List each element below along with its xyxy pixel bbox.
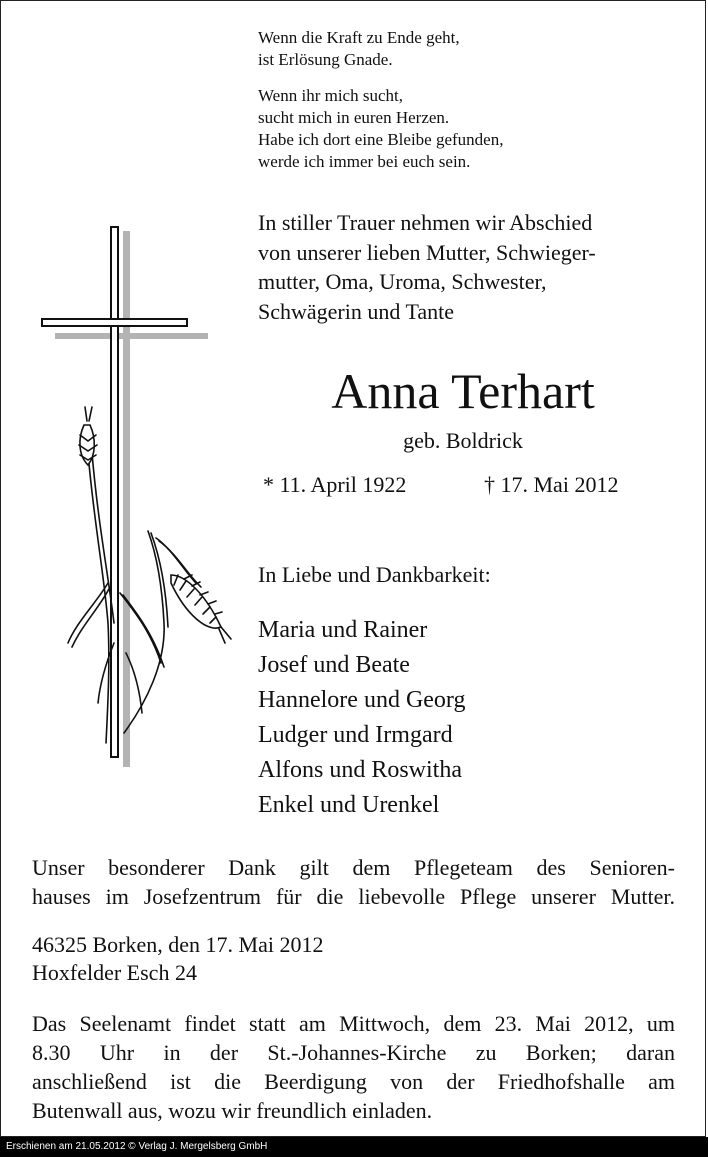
publisher-footer: Erschienen am 21.05.2012 © Verlag J. Mergelsberg GmbH xyxy=(0,1137,708,1157)
verse-line: ist Erlösung Gnade. xyxy=(258,50,393,69)
mourner-item: Maria und Rainer xyxy=(258,617,428,643)
intro-line: In stiller Trauer nehmen wir Abschied xyxy=(258,210,593,235)
mourner-item: Enkel und Urenkel xyxy=(258,792,440,818)
deceased-name: Anna Terhart xyxy=(331,363,595,419)
birth-date: * 11. April 1922 xyxy=(263,472,407,497)
address-line: Hoxfelder Esch 24 xyxy=(32,960,197,985)
verse-line: sucht mich in euren Herzen. xyxy=(258,108,450,127)
service-paragraph xyxy=(32,1009,675,1125)
address-block xyxy=(32,931,323,987)
address-line: 46325 Borken, den 17. Mai 2012 xyxy=(32,932,324,957)
mourners-list xyxy=(258,613,466,823)
verse-line: Wenn ihr mich sucht, xyxy=(258,86,403,105)
intro-line: Schwägerin und Tante xyxy=(258,298,455,324)
intro-text xyxy=(258,208,596,326)
love-line: In Liebe und Dankbarkeit: xyxy=(258,562,491,587)
death-date: † 17. Mai 2012 xyxy=(484,472,619,497)
verse-line: Habe ich dort eine Bleibe gefunden, xyxy=(258,130,504,149)
verse-line: Wenn die Kraft zu Ende geht, xyxy=(258,28,460,47)
thanks-paragraph xyxy=(32,853,675,911)
birth-name: geb. Boldrick xyxy=(403,428,523,453)
service-line: Das Seelenamt findet statt am Mittwoch, dem 23. Mai 2012, um xyxy=(32,1011,675,1036)
mourner-item: Alfons und Roswitha xyxy=(258,757,462,783)
intro-line: mutter, Oma, Uroma, Schwester, xyxy=(258,269,547,294)
wheat-icon xyxy=(68,407,231,743)
cross-icon xyxy=(36,223,236,771)
mourner-item: Hannelore und Georg xyxy=(258,687,466,713)
intro-line: von unserer lieben Mutter, Schwieger- xyxy=(258,239,596,265)
service-line: anschließend ist die Beerdigung von der Friedhofshalle am xyxy=(32,1069,675,1094)
thanks-line: hauses im Josefzentrum für die liebevolle Pflege unserer Mutter. xyxy=(32,884,675,909)
thanks-line: Unser besonderer Dank gilt dem Pflegeteam des Senioren- xyxy=(32,855,675,880)
verse-stanza-1 xyxy=(258,27,460,71)
service-line: 8.30 Uhr in der St.-Johannes-Kirche zu Borken; daran xyxy=(32,1040,675,1065)
mourner-item: Josef und Beate xyxy=(258,652,410,678)
verse-line: werde ich immer bei euch sein. xyxy=(258,152,471,171)
mourner-item: Ludger und Irmgard xyxy=(258,722,453,748)
service-line: Butenwall aus, wozu wir freundlich einladen. xyxy=(32,1098,433,1123)
verse-stanza-2 xyxy=(258,85,503,173)
